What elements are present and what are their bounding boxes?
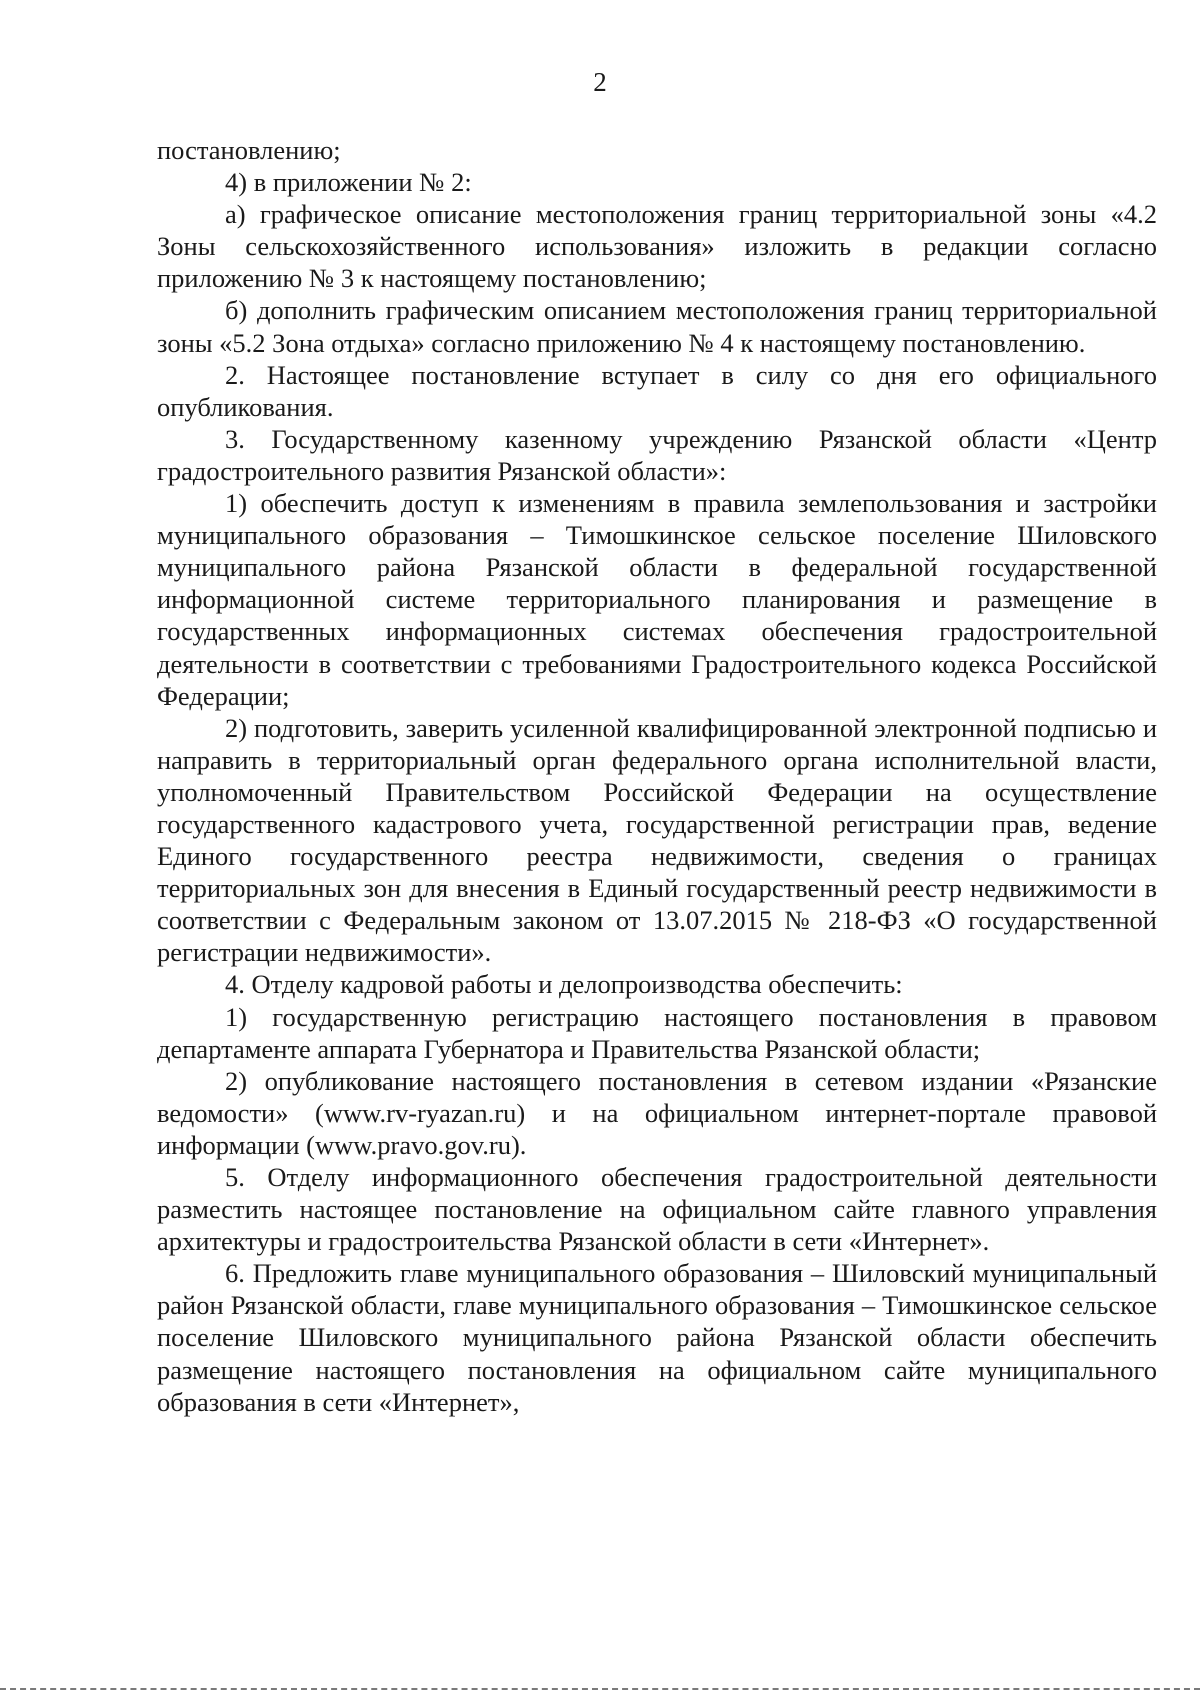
paragraph-clause-4-item-2: 2) опубликование настоящего постановления в сетевом издании «Рязанские ведомости» (www.rv-ryazan.ru) и на официальном интернет-портале правовой информации (www.pravo.gov.ru). <box>157 1065 1157 1160</box>
paragraph-clause-5: 5. Отделу информационного обеспечения градостроительной деятельности разместить настоящее постановление на официальном сайте главного управления архитектуры и градостроительства Рязанской области в сети «Интернет». <box>157 1162 1157 1257</box>
paragraph-clause-4: 4. Отделу кадровой работы и делопроизводства обеспечить: <box>225 969 903 1000</box>
paragraph-continuation: постановлению; <box>157 135 341 165</box>
paragraph-clause-3-item-2: 2) подготовить, заверить усиленной квалифицированной электронной подписью и направить в территориальный орган федерального органа исполнительной власти, уполномоченный Правительством Российской Федерации на осуществление государственного кадастрового учета, государственной регистрации прав, ведение Единого государственного реестра недвижимости, сведения о границах территориальных зон для внесения в Единый государственный реестр недвижимости в соответствии с Федеральным законом от 13.07.2015 № 218-ФЗ «О государственной регистрации недвижимости». <box>157 712 1157 968</box>
paragraph-clause-3-item-1: 1) обеспечить доступ к изменениям в правила землепользования и застройки муниципального образования – Тимошкинское сельское поселение Шиловского муниципального района Рязанской области в федеральной государственной информационной системе территориального планирования и размещение в государственных информационных системах обеспечения градостроительной деятельности в соответствии с требованиями Градостроительного кодекса Российской Федерации; <box>157 488 1157 711</box>
paragraph-clause-2: 2. Настоящее постановление вступает в силу со дня его официального опубликования. <box>157 359 1157 422</box>
paragraph-item-4-appendix-2: 4) в приложении № 2: <box>225 167 472 198</box>
page-number: 2 <box>593 67 607 97</box>
paragraph-clause-3: 3. Государственному казенному учреждению Рязанской области «Центр градостроительного развития Рязанской области»: <box>157 423 1157 486</box>
paragraph-subitem-a: а) графическое описание местоположения границ территориальной зоны «4.2 Зоны сельскохозяйственного использования» изложить в редакции согласно приложению № 3 к настоящему постановлению; <box>157 199 1157 294</box>
paragraph-subitem-b: б) дополнить графическим описанием местоположения границ территориальной зоны «5.2 Зона отдыха» согласно приложению № 4 к настоящему постановлению. <box>157 295 1157 358</box>
paragraph-clause-6: 6. Предложить главе муниципального образования – Шиловский муниципальный район Рязанской области, главе муниципального образования – Тимошкинское сельское поселение Шиловского муниципального района Рязанской области обеспечить размещение настоящего постановления на официальном сайте муниципального образования в сети «Интернет», <box>157 1258 1157 1417</box>
bottom-divider <box>0 1688 1200 1690</box>
document-body <box>157 134 1157 1418</box>
paragraph-clause-4-item-1: 1) государственную регистрацию настоящего постановления в правовом департаменте аппарата Губернатора и Правительства Рязанской области; <box>157 1001 1157 1064</box>
